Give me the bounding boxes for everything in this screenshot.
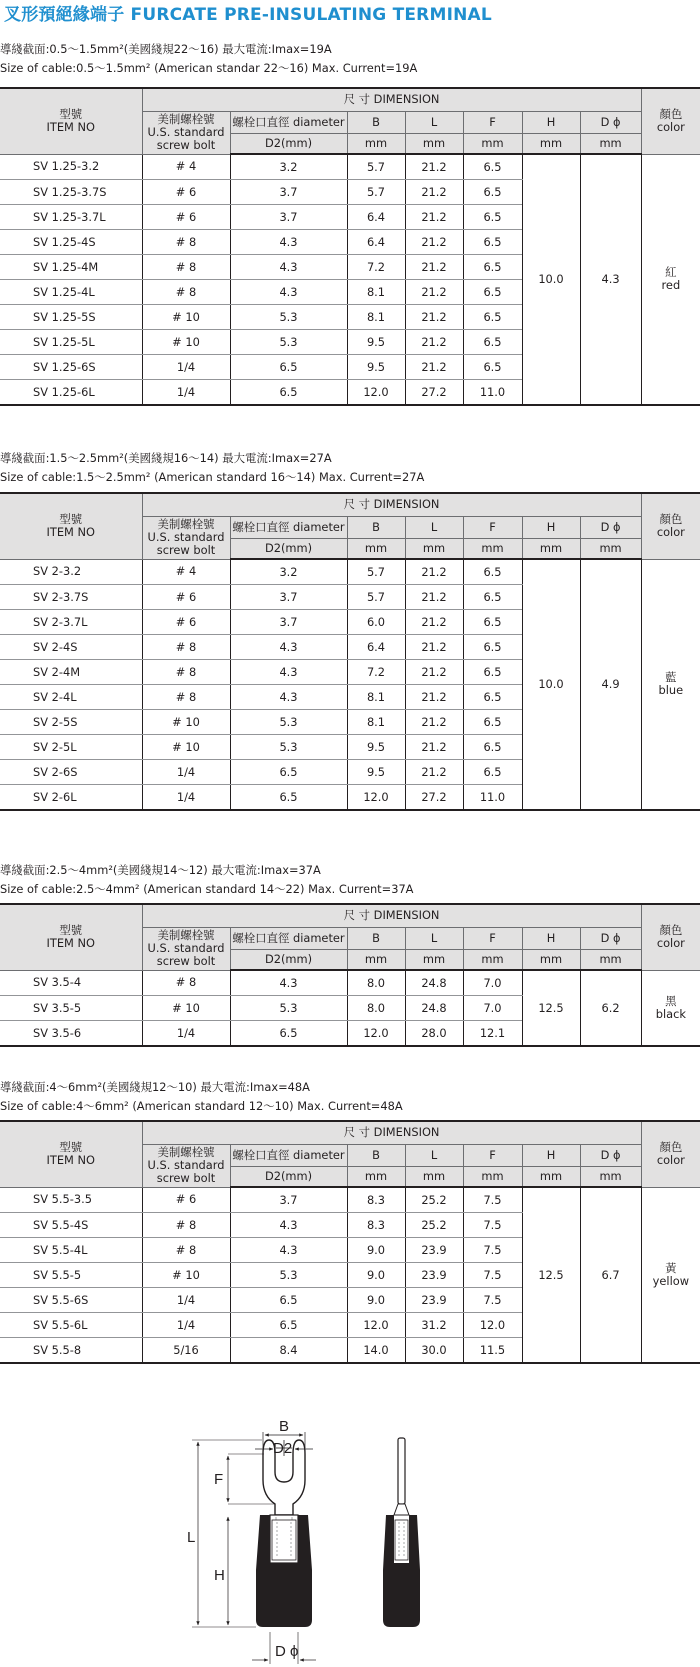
l-cell: 27.2 xyxy=(405,380,463,406)
b-cell: 6.4 xyxy=(347,635,405,660)
item-cell: SV 5.5-6L xyxy=(0,1313,142,1338)
item-cell: SV 1.25-6L xyxy=(0,380,142,406)
d-cell: 4.9 xyxy=(580,559,641,810)
item-cell: SV 1.25-3.7L xyxy=(0,205,142,230)
spec-en-1: Size of cable:0.5～1.5mm² (American standar 22～16) Max. Current=19A xyxy=(0,61,418,75)
item-cell: SV 1.25-4S xyxy=(0,230,142,255)
item-no-header: 型號 ITEM NO xyxy=(0,493,142,559)
b-header: B xyxy=(347,927,405,949)
d2-cell: 4.3 xyxy=(230,685,347,710)
l-cell: 21.2 xyxy=(405,205,463,230)
unit-cell: mm xyxy=(347,949,405,970)
l-cell: 21.2 xyxy=(405,685,463,710)
b-cell: 14.0 xyxy=(347,1338,405,1364)
bolt-cell: # 8 xyxy=(142,1213,230,1238)
item-cell: SV 3.5-6 xyxy=(0,1021,142,1047)
bolt-cell: 1/4 xyxy=(142,1288,230,1313)
b-cell: 12.0 xyxy=(347,1313,405,1338)
l-cell: 21.2 xyxy=(405,760,463,785)
bolt-cell: # 4 xyxy=(142,559,230,585)
label-f: F xyxy=(214,1471,224,1488)
dimension-header: 尺 寸 DIMENSION xyxy=(142,904,641,927)
f-cell: 12.1 xyxy=(463,1021,522,1047)
unit-cell: mm xyxy=(347,1166,405,1187)
unit-cell: mm xyxy=(463,1166,522,1187)
screw-bolt-header: 美制螺栓號 U.S. standard screw bolt xyxy=(142,927,230,970)
d2-cell: 6.5 xyxy=(230,760,347,785)
d2-header: D2(mm) xyxy=(230,949,347,970)
table-row xyxy=(0,970,700,996)
item-no-header: 型號 ITEM NO xyxy=(0,1121,142,1187)
f-cell: 6.5 xyxy=(463,280,522,305)
h-header: H xyxy=(522,1144,580,1166)
b-header: B xyxy=(347,516,405,538)
d2-cell: 4.3 xyxy=(230,660,347,685)
bolt-cell: # 8 xyxy=(142,635,230,660)
item-no-header: 型號 ITEM NO xyxy=(0,904,142,970)
l-cell: 21.2 xyxy=(405,180,463,205)
unit-cell: mm xyxy=(347,133,405,154)
l-cell: 24.8 xyxy=(405,970,463,996)
h-cell: 10.0 xyxy=(522,154,580,405)
h-header: H xyxy=(522,516,580,538)
b-cell: 5.7 xyxy=(347,585,405,610)
b-cell: 9.0 xyxy=(347,1238,405,1263)
bolt-cell: # 10 xyxy=(142,1263,230,1288)
bolt-cell: # 10 xyxy=(142,330,230,355)
item-cell: SV 1.25-3.7S xyxy=(0,180,142,205)
b-cell: 7.2 xyxy=(347,255,405,280)
d2-cell: 3.7 xyxy=(230,180,347,205)
dimension-header: 尺 寸 DIMENSION xyxy=(142,88,641,111)
unit-cell: mm xyxy=(580,133,641,154)
h-cell: 12.5 xyxy=(522,970,580,1046)
bolt-cell: # 10 xyxy=(142,996,230,1021)
l-header: L xyxy=(405,1144,463,1166)
f-cell: 7.5 xyxy=(463,1187,522,1213)
l-cell: 23.9 xyxy=(405,1288,463,1313)
color-header: 顏色 color xyxy=(641,904,700,970)
l-cell: 21.2 xyxy=(405,305,463,330)
color-header: 顏色 color xyxy=(641,493,700,559)
b-cell: 12.0 xyxy=(347,380,405,406)
l-header: L xyxy=(405,516,463,538)
f-cell: 11.0 xyxy=(463,380,522,406)
f-cell: 6.5 xyxy=(463,685,522,710)
dimension-header: 尺 寸 DIMENSION xyxy=(142,1121,641,1144)
unit-cell: mm xyxy=(463,538,522,559)
l-cell: 24.8 xyxy=(405,996,463,1021)
item-cell: SV 1.25-6S xyxy=(0,355,142,380)
f-cell: 6.5 xyxy=(463,355,522,380)
diameter-header: 螺栓口直徑 diameter xyxy=(230,516,347,538)
bolt-cell: 1/4 xyxy=(142,1021,230,1047)
l-cell: 31.2 xyxy=(405,1313,463,1338)
bolt-cell: 1/4 xyxy=(142,380,230,406)
label-d: D ϕ xyxy=(275,1643,299,1660)
f-cell: 6.5 xyxy=(463,635,522,660)
bolt-cell: # 8 xyxy=(142,660,230,685)
color-cell: 黃 yellow xyxy=(641,1187,700,1363)
d2-cell: 6.5 xyxy=(230,785,347,811)
l-cell: 21.2 xyxy=(405,610,463,635)
bolt-cell: # 8 xyxy=(142,280,230,305)
d-header: D ϕ xyxy=(580,1144,641,1166)
b-header: B xyxy=(347,111,405,133)
d2-header: D2(mm) xyxy=(230,133,347,154)
f-cell: 6.5 xyxy=(463,205,522,230)
l-cell: 30.0 xyxy=(405,1338,463,1364)
l-cell: 23.9 xyxy=(405,1263,463,1288)
table-row xyxy=(0,154,700,180)
b-cell: 8.0 xyxy=(347,996,405,1021)
f-cell: 7.5 xyxy=(463,1263,522,1288)
b-cell: 7.2 xyxy=(347,660,405,685)
page-title: 叉形預絕緣端子 FURCATE PRE-INSULATING TERMINAL xyxy=(4,5,492,25)
f-cell: 6.5 xyxy=(463,610,522,635)
unit-cell: mm xyxy=(463,133,522,154)
unit-cell: mm xyxy=(405,538,463,559)
l-header: L xyxy=(405,927,463,949)
bolt-cell: # 8 xyxy=(142,970,230,996)
unit-cell: mm xyxy=(522,538,580,559)
d-cell: 4.3 xyxy=(580,154,641,405)
dimension-h xyxy=(214,1517,228,1625)
b-cell: 6.4 xyxy=(347,230,405,255)
b-cell: 9.5 xyxy=(347,760,405,785)
b-cell: 12.0 xyxy=(347,1021,405,1047)
l-cell: 21.2 xyxy=(405,585,463,610)
d2-cell: 3.2 xyxy=(230,559,347,585)
d2-cell: 6.5 xyxy=(230,1021,347,1047)
screw-bolt-header: 美制螺栓號 U.S. standard screw bolt xyxy=(142,516,230,559)
item-cell: SV 5.5-5 xyxy=(0,1263,142,1288)
item-cell: SV 2-3.7S xyxy=(0,585,142,610)
b-cell: 8.3 xyxy=(347,1213,405,1238)
bolt-cell: # 4 xyxy=(142,154,230,180)
l-cell: 21.2 xyxy=(405,710,463,735)
b-cell: 5.7 xyxy=(347,154,405,180)
label-l: L xyxy=(187,1529,196,1546)
bolt-cell: # 6 xyxy=(142,1187,230,1213)
d2-cell: 4.3 xyxy=(230,635,347,660)
l-cell: 21.2 xyxy=(405,280,463,305)
f-cell: 7.5 xyxy=(463,1238,522,1263)
item-cell: SV 3.5-4 xyxy=(0,970,142,996)
item-cell: SV 2-4S xyxy=(0,635,142,660)
item-cell: SV 5.5-4L xyxy=(0,1238,142,1263)
spec-table-1 xyxy=(0,87,700,406)
item-cell: SV 2-5S xyxy=(0,710,142,735)
dimension-header: 尺 寸 DIMENSION xyxy=(142,493,641,516)
d-cell: 6.7 xyxy=(580,1187,641,1363)
l-cell: 21.2 xyxy=(405,230,463,255)
d2-header: D2(mm) xyxy=(230,538,347,559)
item-cell: SV 2-6S xyxy=(0,760,142,785)
terminal-front-view xyxy=(256,1440,312,1627)
h-header: H xyxy=(522,111,580,133)
diameter-header: 螺栓口直徑 diameter xyxy=(230,927,347,949)
d2-cell: 4.3 xyxy=(230,280,347,305)
unit-cell: mm xyxy=(522,949,580,970)
b-cell: 12.0 xyxy=(347,785,405,811)
bolt-cell: # 6 xyxy=(142,180,230,205)
d2-cell: 4.3 xyxy=(230,1213,347,1238)
unit-cell: mm xyxy=(405,133,463,154)
d2-cell: 5.3 xyxy=(230,710,347,735)
unit-cell: mm xyxy=(522,133,580,154)
l-header: L xyxy=(405,111,463,133)
b-cell: 5.7 xyxy=(347,559,405,585)
l-cell: 21.2 xyxy=(405,154,463,180)
d2-cell: 4.3 xyxy=(230,970,347,996)
item-cell: SV 2-4M xyxy=(0,660,142,685)
bolt-cell: 1/4 xyxy=(142,355,230,380)
bolt-cell: 1/4 xyxy=(142,760,230,785)
b-cell: 6.4 xyxy=(347,205,405,230)
bolt-cell: # 8 xyxy=(142,1238,230,1263)
bolt-cell: # 8 xyxy=(142,685,230,710)
b-cell: 8.1 xyxy=(347,305,405,330)
d2-cell: 5.3 xyxy=(230,305,347,330)
spec-en-4: Size of cable:4～6mm² (American standard 12～10) Max. Current=48A xyxy=(0,1099,403,1113)
h-header: H xyxy=(522,927,580,949)
b-cell: 9.5 xyxy=(347,330,405,355)
bolt-cell: 1/4 xyxy=(142,785,230,811)
b-cell: 9.5 xyxy=(347,735,405,760)
diameter-header: 螺栓口直徑 diameter xyxy=(230,111,347,133)
table-row xyxy=(0,559,700,585)
l-cell: 21.2 xyxy=(405,355,463,380)
b-cell: 8.0 xyxy=(347,970,405,996)
l-cell: 23.9 xyxy=(405,1238,463,1263)
d2-cell: 5.3 xyxy=(230,1263,347,1288)
label-d2: D2 xyxy=(273,1440,293,1457)
color-header: 顏色 color xyxy=(641,88,700,154)
item-cell: SV 2-6L xyxy=(0,785,142,811)
spec-table-4 xyxy=(0,1120,700,1364)
d2-cell: 6.5 xyxy=(230,355,347,380)
f-header: F xyxy=(463,516,522,538)
l-cell: 21.2 xyxy=(405,255,463,280)
h-cell: 10.0 xyxy=(522,559,580,810)
color-cell: 黑 black xyxy=(641,970,700,1046)
unit-cell: mm xyxy=(463,949,522,970)
f-cell: 6.5 xyxy=(463,735,522,760)
spec-cn-4: 導綫截面:4～6mm²(美國綫規12～10) 最大電流:Imax=48A xyxy=(0,1080,310,1094)
screw-bolt-header: 美制螺栓號 U.S. standard screw bolt xyxy=(142,111,230,154)
unit-cell: mm xyxy=(522,1166,580,1187)
d2-cell: 4.3 xyxy=(230,1238,347,1263)
item-cell: SV 1.25-4M xyxy=(0,255,142,280)
label-h: H xyxy=(214,1567,225,1584)
item-cell: SV 5.5-3.5 xyxy=(0,1187,142,1213)
l-cell: 21.2 xyxy=(405,330,463,355)
f-cell: 6.5 xyxy=(463,305,522,330)
d2-cell: 3.2 xyxy=(230,154,347,180)
f-cell: 6.5 xyxy=(463,180,522,205)
bolt-cell: # 10 xyxy=(142,735,230,760)
b-cell: 8.1 xyxy=(347,685,405,710)
bolt-cell: # 6 xyxy=(142,205,230,230)
spec-en-2: Size of cable:1.5～2.5mm² (American standard 16～14) Max. Current=27A xyxy=(0,470,425,484)
bolt-cell: 5/16 xyxy=(142,1338,230,1364)
b-header: B xyxy=(347,1144,405,1166)
l-cell: 25.2 xyxy=(405,1187,463,1213)
d-header: D ϕ xyxy=(580,111,641,133)
d-header: D ϕ xyxy=(580,927,641,949)
unit-cell: mm xyxy=(405,1166,463,1187)
f-cell: 7.0 xyxy=(463,970,522,996)
item-cell: SV 2-3.7L xyxy=(0,610,142,635)
f-cell: 12.0 xyxy=(463,1313,522,1338)
f-cell: 7.0 xyxy=(463,996,522,1021)
spec-table-2 xyxy=(0,492,700,811)
b-cell: 8.1 xyxy=(347,710,405,735)
d-header: D ϕ xyxy=(580,516,641,538)
item-cell: SV 1.25-5L xyxy=(0,330,142,355)
b-cell: 8.1 xyxy=(347,280,405,305)
spec-cn-3: 導綫截面:2.5～4mm²(美國綫規14～12) 最大電流:Imax=37A xyxy=(0,863,321,877)
b-cell: 5.7 xyxy=(347,180,405,205)
item-cell: SV 1.25-3.2 xyxy=(0,154,142,180)
b-cell: 8.3 xyxy=(347,1187,405,1213)
f-cell: 6.5 xyxy=(463,559,522,585)
d2-cell: 3.7 xyxy=(230,610,347,635)
l-cell: 27.2 xyxy=(405,785,463,811)
spec-en-3: Size of cable:2.5～4mm² (American standard 14～22) Max. Current=37A xyxy=(0,882,414,896)
item-cell: SV 2-5L xyxy=(0,735,142,760)
item-cell: SV 5.5-4S xyxy=(0,1213,142,1238)
dimension-d xyxy=(252,1632,316,1664)
f-cell: 6.5 xyxy=(463,154,522,180)
item-cell: SV 1.25-5S xyxy=(0,305,142,330)
unit-cell: mm xyxy=(580,949,641,970)
d2-cell: 6.5 xyxy=(230,1313,347,1338)
terminal-side-view xyxy=(383,1438,420,1627)
unit-cell: mm xyxy=(580,538,641,559)
color-cell: 紅 red xyxy=(641,154,700,405)
d2-cell: 6.5 xyxy=(230,1288,347,1313)
terminal-dimension-diagram xyxy=(180,1420,460,1665)
f-cell: 6.5 xyxy=(463,330,522,355)
bolt-cell: # 6 xyxy=(142,610,230,635)
spec-cn-2: 導綫截面:1.5～2.5mm²(美國綫規16～14) 最大電流:Imax=27A xyxy=(0,451,332,465)
d2-cell: 5.3 xyxy=(230,735,347,760)
item-cell: SV 1.25-4L xyxy=(0,280,142,305)
color-header: 顏色 color xyxy=(641,1121,700,1187)
unit-cell: mm xyxy=(347,538,405,559)
bolt-cell: # 8 xyxy=(142,255,230,280)
color-cell: 藍 blue xyxy=(641,559,700,810)
f-cell: 11.0 xyxy=(463,785,522,811)
diameter-header: 螺栓口直徑 diameter xyxy=(230,1144,347,1166)
f-cell: 6.5 xyxy=(463,710,522,735)
d2-cell: 6.5 xyxy=(230,380,347,406)
f-cell: 11.5 xyxy=(463,1338,522,1364)
bolt-cell: # 10 xyxy=(142,710,230,735)
f-header: F xyxy=(463,927,522,949)
f-cell: 6.5 xyxy=(463,760,522,785)
unit-cell: mm xyxy=(580,1166,641,1187)
l-cell: 28.0 xyxy=(405,1021,463,1047)
d2-cell: 5.3 xyxy=(230,330,347,355)
item-no-header: 型號 ITEM NO xyxy=(0,88,142,154)
bolt-cell: 1/4 xyxy=(142,1313,230,1338)
f-cell: 7.5 xyxy=(463,1288,522,1313)
h-cell: 12.5 xyxy=(522,1187,580,1363)
l-cell: 21.2 xyxy=(405,635,463,660)
d-cell: 6.2 xyxy=(580,970,641,1046)
item-cell: SV 2-4L xyxy=(0,685,142,710)
l-cell: 21.2 xyxy=(405,660,463,685)
f-cell: 6.5 xyxy=(463,660,522,685)
l-cell: 21.2 xyxy=(405,559,463,585)
spec-table-3 xyxy=(0,903,700,1047)
item-cell: SV 3.5-5 xyxy=(0,996,142,1021)
item-cell: SV 2-3.2 xyxy=(0,559,142,585)
f-header: F xyxy=(463,1144,522,1166)
d2-cell: 5.3 xyxy=(230,996,347,1021)
item-cell: SV 5.5-6S xyxy=(0,1288,142,1313)
screw-bolt-header: 美制螺栓號 U.S. standard screw bolt xyxy=(142,1144,230,1187)
f-cell: 6.5 xyxy=(463,255,522,280)
d2-cell: 8.4 xyxy=(230,1338,347,1364)
f-cell: 6.5 xyxy=(463,230,522,255)
item-cell: SV 5.5-8 xyxy=(0,1338,142,1364)
b-cell: 6.0 xyxy=(347,610,405,635)
bolt-cell: # 10 xyxy=(142,305,230,330)
l-cell: 25.2 xyxy=(405,1213,463,1238)
bolt-cell: # 6 xyxy=(142,585,230,610)
d2-header: D2(mm) xyxy=(230,1166,347,1187)
unit-cell: mm xyxy=(405,949,463,970)
f-header: F xyxy=(463,111,522,133)
b-cell: 9.5 xyxy=(347,355,405,380)
f-cell: 6.5 xyxy=(463,585,522,610)
d2-cell: 4.3 xyxy=(230,255,347,280)
d2-cell: 3.7 xyxy=(230,205,347,230)
d2-cell: 3.7 xyxy=(230,1187,347,1213)
table-row xyxy=(0,1187,700,1213)
f-cell: 7.5 xyxy=(463,1213,522,1238)
dimension-l xyxy=(187,1440,262,1627)
l-cell: 21.2 xyxy=(405,735,463,760)
label-b: B xyxy=(279,1420,290,1435)
spec-cn-1: 導綫截面:0.5～1.5mm²(美國綫規22～16) 最大電流:Imax=19A xyxy=(0,42,332,56)
d2-cell: 3.7 xyxy=(230,585,347,610)
b-cell: 9.0 xyxy=(347,1263,405,1288)
b-cell: 9.0 xyxy=(347,1288,405,1313)
bolt-cell: # 8 xyxy=(142,230,230,255)
d2-cell: 4.3 xyxy=(230,230,347,255)
